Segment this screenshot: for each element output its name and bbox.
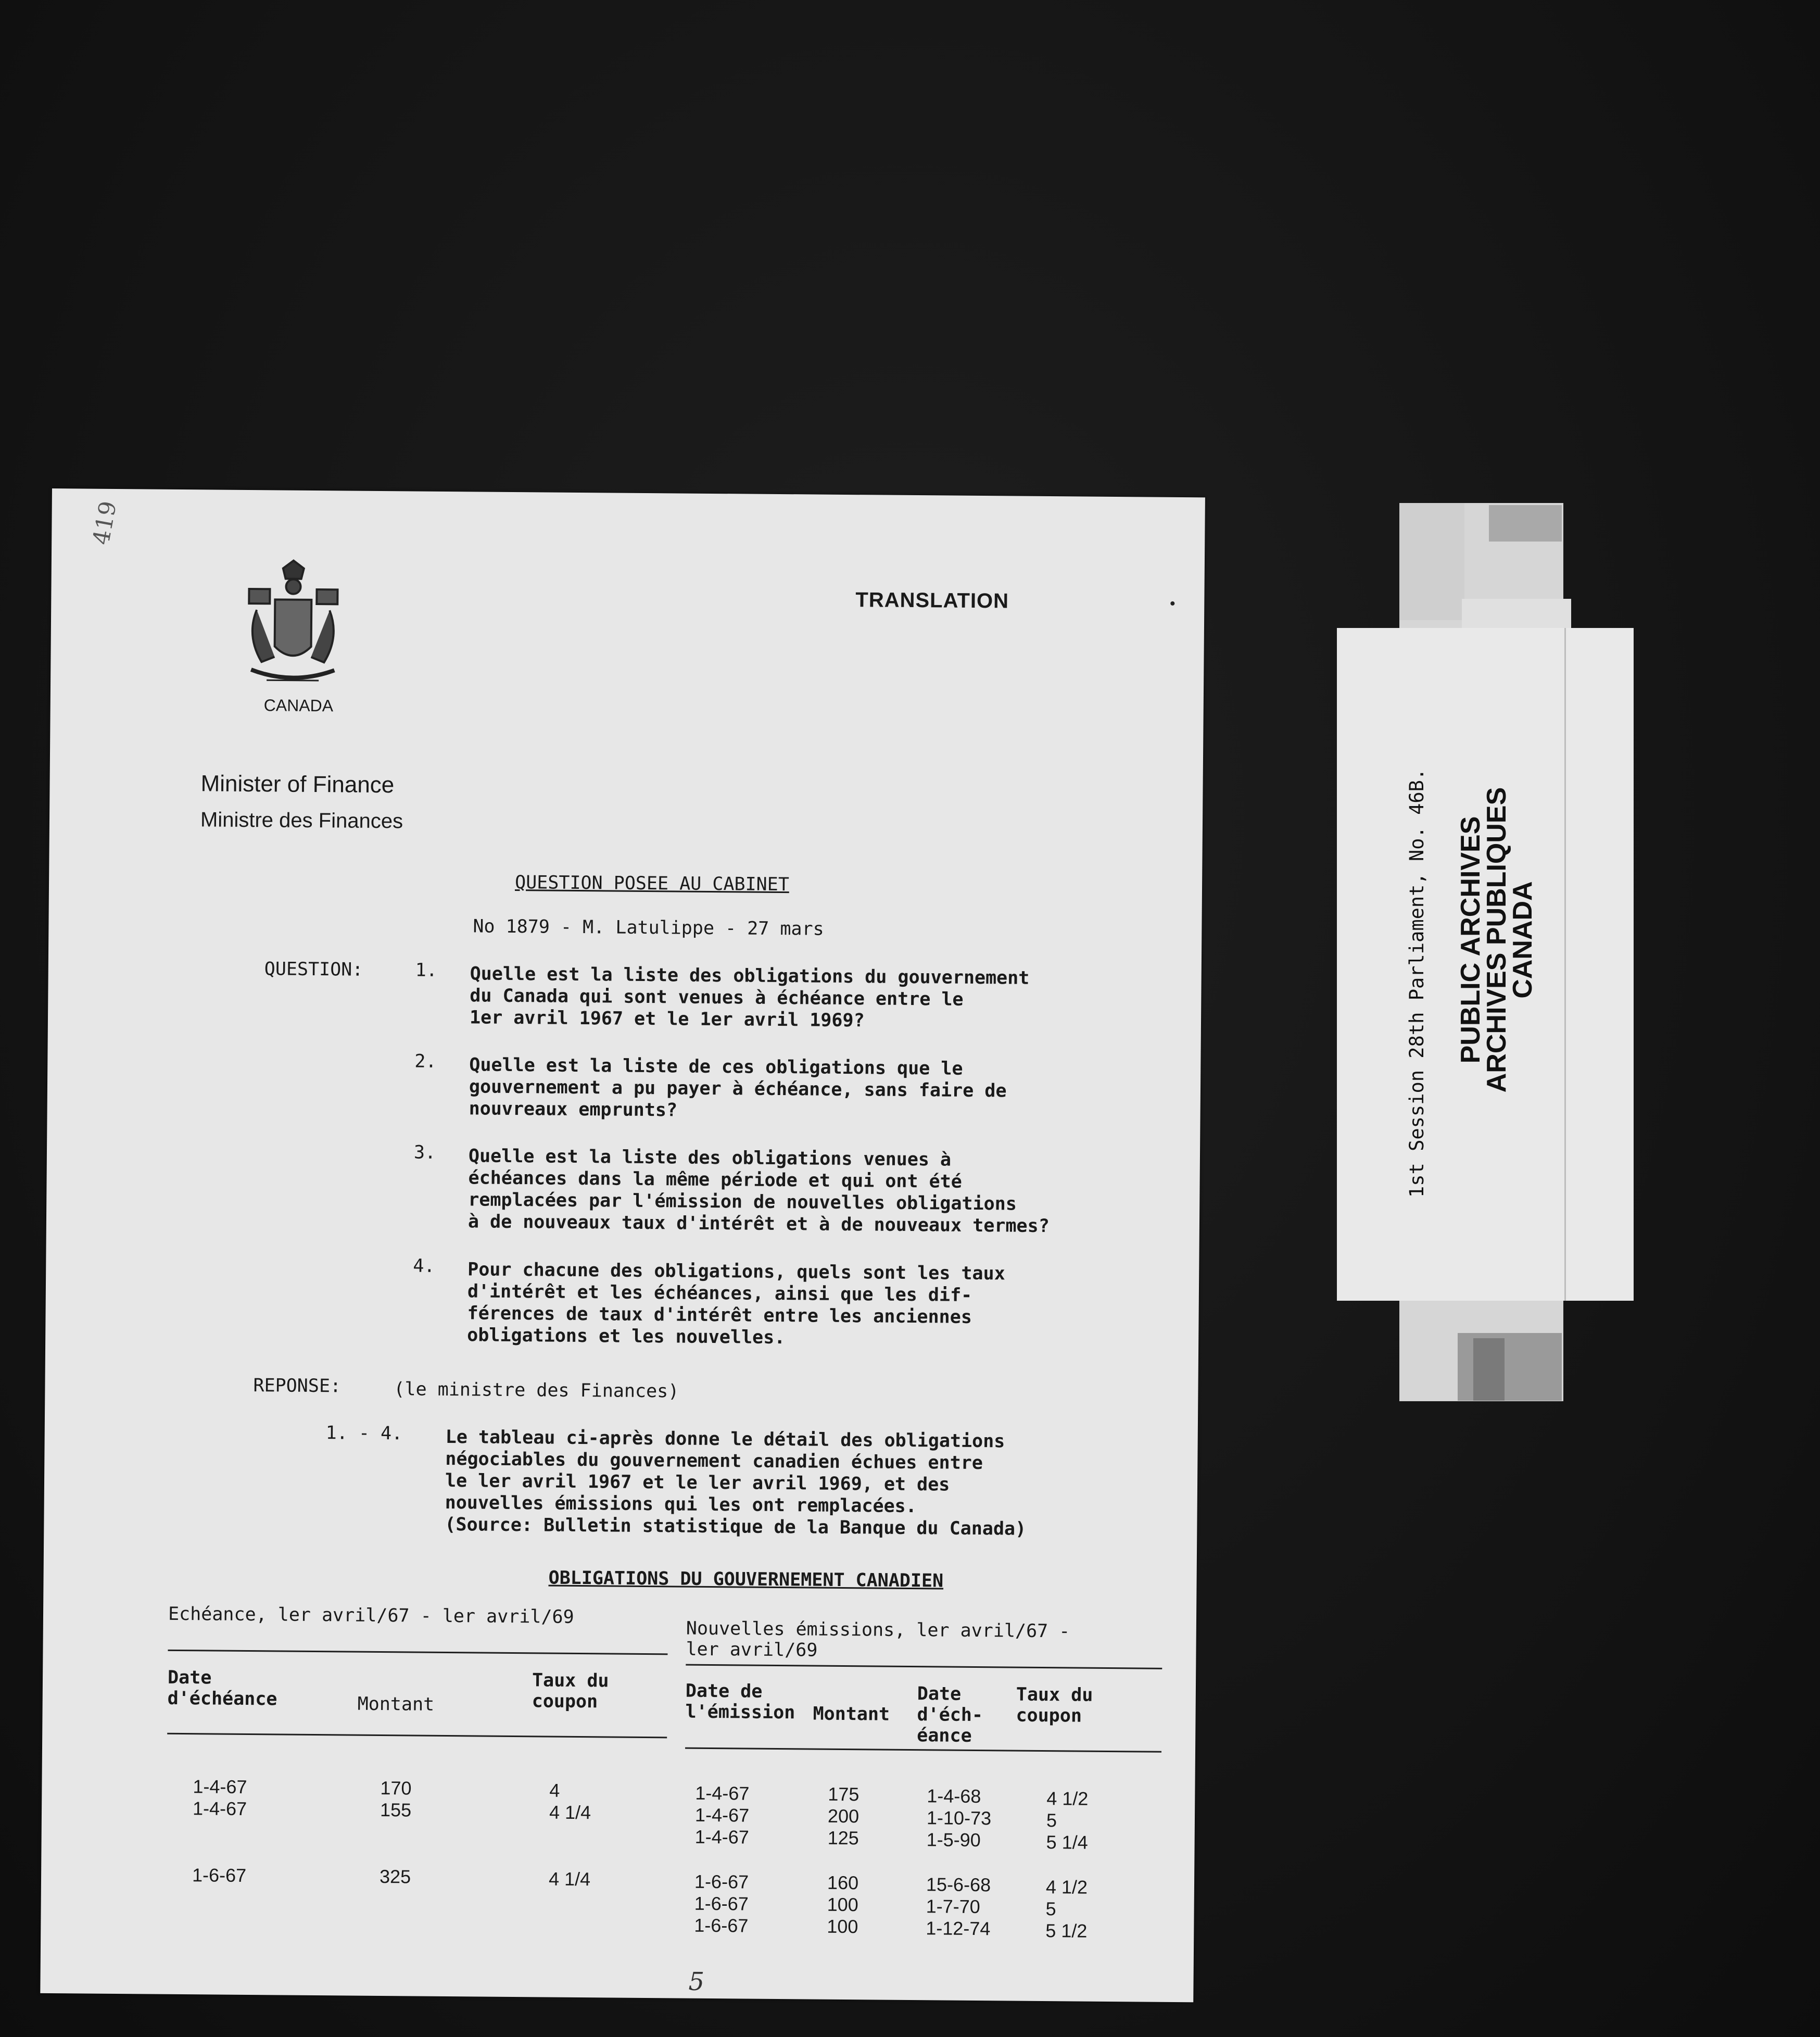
left-row-1-date: 1-4-67 (193, 1776, 247, 1798)
right-row-6-maturity: 1-12-74 (926, 1917, 991, 1940)
answer-label: REPONSE: (253, 1375, 342, 1397)
right-row-6-coupon: 5 1/2 (1045, 1920, 1088, 1942)
left-col-date-header: Date d'échéance (167, 1667, 277, 1710)
right-col-maturity-header: Date d'éch- éance (917, 1683, 983, 1746)
left-row-3-date: 1-6-67 (192, 1864, 247, 1887)
right-row-2-issue: 1-4-67 (694, 1804, 750, 1826)
right-row-3-coupon: 5 1/4 (1046, 1831, 1088, 1853)
document-page (40, 488, 1205, 2002)
right-row-6-amount: 100 (827, 1915, 858, 1938)
right-row-3-issue: 1-4-67 (694, 1826, 749, 1848)
question-4-text: Pour chacune des obligations, quels sont les taux d'intérêt et les échéances, ainsi que les dif- férences de taux d'intérêt entre les anciennes obligations et les nouvelles. (467, 1259, 1005, 1349)
letterhead-minister-fr: Ministre des Finances (200, 808, 403, 833)
right-row-1-issue: 1-4-67 (695, 1782, 750, 1804)
right-row-2-amount: 200 (827, 1805, 860, 1827)
archive-stamp-line-3: CANADA (1508, 881, 1538, 999)
coat-of-arms-icon (235, 558, 351, 699)
right-row-5-issue: 1-6-67 (694, 1892, 749, 1915)
right-row-6-issue: 1-6-67 (694, 1914, 749, 1937)
document-title: QUESTION POSEE AU CABINET (514, 872, 790, 896)
left-row-1-amount: 170 (380, 1777, 412, 1799)
right-col-issue-header: Date de l'émission (685, 1680, 795, 1724)
question-1-number: 1. (415, 960, 438, 981)
table-title: OBLIGATIONS DU GOUVERNEMENT CANADIEN (548, 1567, 944, 1592)
archive-label-divider (1564, 628, 1566, 1301)
right-row-5-coupon: 5 (1045, 1898, 1056, 1920)
archive-stamp (1458, 773, 1536, 1106)
archive-session-text: 1st Session 28th Parliament, No. 46B. (1406, 768, 1428, 1198)
left-row-2-coupon: 4 1/4 (549, 1801, 591, 1824)
left-row-2-amount: 155 (380, 1799, 412, 1821)
table-right-rule-bottom (685, 1747, 1161, 1753)
question-3-number: 3. (413, 1142, 436, 1163)
right-row-2-coupon: 5 (1046, 1809, 1057, 1831)
punch-dot (1170, 601, 1174, 606)
question-number: No 1879 - M. Latulippe - 27 mars (473, 916, 824, 940)
question-3-text: Quelle est la liste des obligations venues à échéances dans la même période et qui ont été remplacées par l'émission de nouvelles obligations à de nouveaux taux d'intérêt et à de nouveaux termes? (467, 1146, 1050, 1237)
question-4-number: 4. (413, 1255, 435, 1277)
archive-tab-inner (1399, 503, 1464, 620)
right-row-5-amount: 100 (827, 1893, 858, 1916)
page-number: 5 (688, 1967, 705, 1996)
right-row-4-amount: 160 (827, 1871, 859, 1894)
right-row-2-maturity: 1-10-73 (926, 1807, 992, 1829)
right-col-coupon-header: Taux du coupon (1016, 1684, 1093, 1727)
archive-tab-bottom-shadow (1473, 1338, 1505, 1401)
right-row-3-amount: 125 (827, 1827, 859, 1849)
right-row-1-amount: 175 (828, 1783, 860, 1805)
question-label: QUESTION: (264, 959, 363, 980)
right-row-1-coupon: 4 1/2 (1046, 1788, 1089, 1809)
translation-stamp: TRANSLATION (855, 588, 1009, 613)
table-left-heading: Echéance, ler avril/67 - ler avril/69 (168, 1603, 574, 1628)
right-row-4-maturity: 15-6-68 (926, 1873, 991, 1896)
left-row-3-coupon: 4 1/4 (548, 1868, 591, 1890)
right-row-5-maturity: 1-7-70 (926, 1895, 980, 1918)
left-col-coupon-header: Taux du coupon (532, 1670, 609, 1713)
letterhead-minister-en: Minister of Finance (200, 771, 395, 798)
question-1-text: Quelle est la liste des obligations du gouvernement du Canada qui sont venues à échéance entre le 1er avril 1967 et le 1er avril 1969? (469, 963, 1030, 1032)
handwritten-note: 419 (87, 499, 122, 547)
table-left-rule-bottom (167, 1733, 667, 1739)
table-left-rule-top (168, 1650, 667, 1655)
archive-stamp-line-2: ARCHIVES PUBLIQUES (1482, 787, 1512, 1093)
left-col-amount-header: Montant (357, 1693, 435, 1715)
archive-tab-block (1489, 505, 1562, 542)
archive-label-notch (1462, 599, 1571, 630)
question-2-text: Quelle est la liste de ces obligations que le gouvernement a pu payer à échéance, sans faire de nouvreaux emprunts? (469, 1054, 1007, 1121)
table-right-rule-top (686, 1664, 1162, 1669)
left-row-3-amount: 325 (379, 1866, 411, 1888)
archive-stamp-line-1: PUBLIC ARCHIVES (1456, 816, 1486, 1064)
answer-by: (le ministre des Finances) (394, 1379, 679, 1402)
table-right-heading: Nouvelles émissions, ler avril/67 - ler avril/69 (686, 1618, 1070, 1661)
right-row-1-maturity: 1-4-68 (927, 1785, 981, 1807)
right-row-4-coupon: 4 1/2 (1045, 1876, 1088, 1898)
answer-number: 1. - 4. (325, 1423, 403, 1444)
right-row-4-issue: 1-6-67 (694, 1870, 749, 1893)
question-2-number: 2. (414, 1051, 437, 1072)
left-row-2-date: 1-4-67 (192, 1797, 247, 1820)
answer-text: Le tableau ci-après donne le détail des obligations négociables du gouvernement canadien échues entre le ler avril 1967 et le ler avril 1969, et des nouvelles émissions qui les ont remplacées. (Source: Bulletin statistique de la Banque du Canada) (445, 1426, 1027, 1540)
left-row-1-coupon: 4 (549, 1779, 560, 1801)
right-row-3-maturity: 1-5-90 (926, 1829, 981, 1851)
right-col-amount-header: Montant (813, 1703, 890, 1725)
letterhead-country: CANADA (263, 696, 334, 715)
